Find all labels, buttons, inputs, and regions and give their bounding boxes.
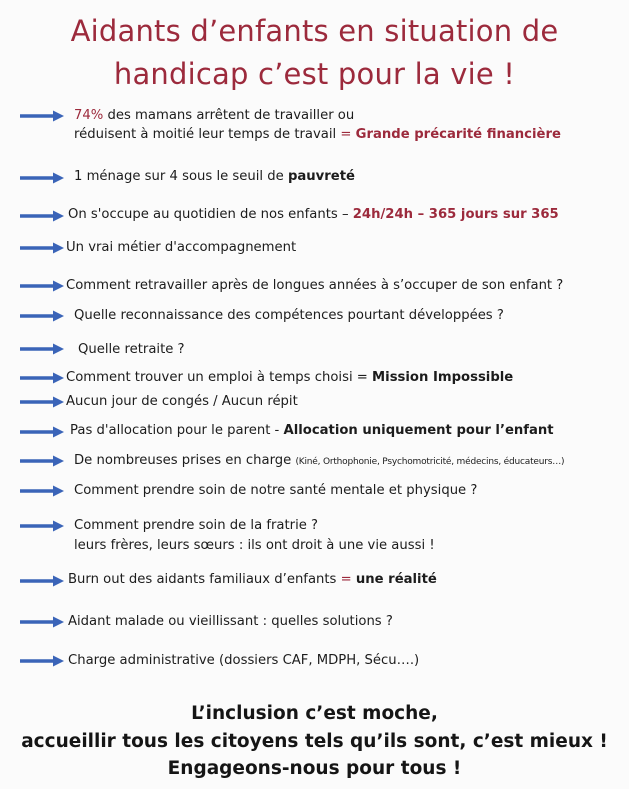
right-arrow-icon xyxy=(20,575,64,587)
right-arrow-icon xyxy=(20,485,64,497)
right-arrow-icon xyxy=(20,210,64,222)
footer-line-1: L’inclusion c’est moche, xyxy=(191,703,438,724)
footer-slogan xyxy=(0,700,629,783)
right-arrow-icon xyxy=(20,280,64,292)
right-arrow-icon xyxy=(20,426,64,438)
right-arrow-icon xyxy=(20,372,64,384)
title-line-1: Aidants d’enfants en situation de xyxy=(70,14,559,48)
stat-percent: 74% xyxy=(74,108,104,123)
right-arrow-icon xyxy=(20,520,64,532)
right-arrow-icon xyxy=(20,172,64,184)
right-arrow-icon xyxy=(20,110,64,122)
footer-line-3: Engageons-nous pour tous ! xyxy=(167,758,462,779)
right-arrow-icon xyxy=(20,655,64,667)
right-arrow-icon xyxy=(20,242,64,254)
highlight-text: 24h/24h – 365 jours sur 365 xyxy=(352,207,559,222)
page-title xyxy=(0,10,629,96)
right-arrow-icon xyxy=(20,616,64,628)
right-arrow-icon xyxy=(20,455,64,467)
highlight-text: Grande précarité financière xyxy=(355,127,561,142)
right-arrow-icon xyxy=(20,310,64,322)
title-line-2: handicap c’est pour la vie ! xyxy=(113,57,516,91)
footer-line-2: accueillir tous les citoyens tels qu’ils sont, c’est mieux ! xyxy=(21,730,608,752)
right-arrow-icon xyxy=(20,396,64,408)
right-arrow-icon xyxy=(20,343,64,355)
